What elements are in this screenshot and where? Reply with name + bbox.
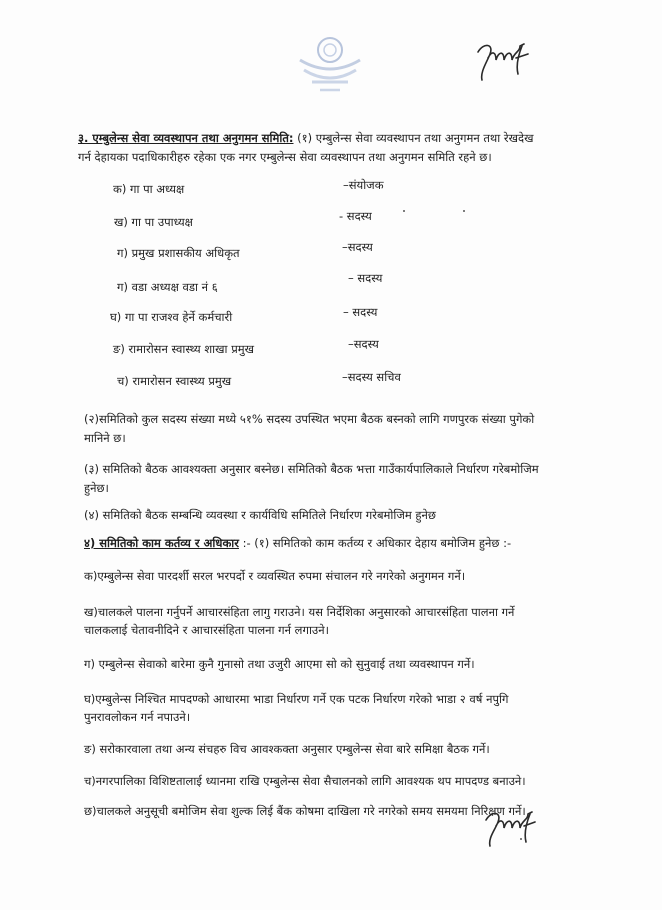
duty-item-line1: च)नगरपालिका विशिष्टतालाई ध्यानमा राखि एम्बुलेन्स सेवा सैचालनको लागि आवश्यक थप मापदण्ड बनाउने। [84,774,526,788]
paragraph-2-line2: मानिने छ। [84,431,126,445]
member-label: च) रामारोसन स्वास्थ्य प्रमुख [117,374,232,388]
member-role: –सदस्य [342,240,373,254]
signature-icon [478,808,538,848]
section-3-heading: ३. एम्बुलेन्स सेवा व्यवस्थापन तथा अनुगमन समिति: [78,131,294,145]
duty-item-line1: घ)एम्बुलेन्स निश्चित मापदण्को आधारमा भाडा निर्धारण गर्ने एक पटक निर्धारण गरेको भाडा २ वर्ष नपुगि [84,692,509,706]
section-4-intro: :- (१) समितिको काम कर्तव्य र अधिकार देहाय बमोजिम हुनेछ :- [242,536,512,550]
section-3-heading-line [78,130,534,146]
duty-item-line1: छ)चालकले अनुसूची बमोजिम सेवा शुल्क लिई बैंक कोषमा दाखिला गरे नगरेको समय समयमा निरिक्षण गर्ने। [84,804,526,818]
section-3-intro-line2: गर्न देहायका पदाधिकारीहरु रहेका एक नगर एम्बुलेन्स सेवा व्यवस्थापन तथा अनुगमन समिति रहने छ। [78,150,492,164]
paragraph-3-line2: हुनेछ। [84,481,109,495]
member-label: ख) गा पा उपाध्यक्ष [114,215,193,229]
speck [520,838,522,840]
member-role: – सदस्य [348,271,383,285]
paragraph-2-line1: (२)समितिको कुल सदस्य संख्या मध्ये ५१% सदस्य उपस्थित भएमा बैठक बस्नको लागि गणपुरक संख्या पुगेको [84,412,535,426]
section-3-intro-line1: (१) एम्बुलेन्स सेवा व्यवस्थापन तथा अनुगमन तथा रेखदेख [297,131,534,145]
member-role: - सदस्य [339,209,372,223]
member-label: ङ) रामारोसन स्वास्थ्य शाखा प्रमुख [113,342,255,356]
member-role: –सदस्य [348,337,379,351]
duty-item-line1: क)एम्बुलेन्स सेवा पारदर्शी सरल भरपर्दो र व्यवस्थित रुपमा संचालन गरे नगरेको अनुगमन गर्ने। [84,569,466,583]
official-stamp-icon [294,30,366,96]
speck [403,210,405,212]
paragraph-4: (४) समितिको बैठक सम्बन्धि व्यवस्था र कार्यविधि समितिले निर्धारण गरेबमोजिम हुनेछ [84,508,436,522]
signature-icon [470,38,532,82]
duty-item-line1: ग) एम्बुलेन्स सेवाको बारेमा कुनै गुनासो तथा उजुरी आएमा सो को सुनुवाई तथा व्यवस्थापन गर्ने। [84,657,475,671]
section-4-heading: ४) समितिको काम कर्तव्य र अधिकार [84,536,239,550]
member-role: – सदस्य [343,305,378,319]
member-label: घ) गा पा राजश्व हेर्ने कर्मचारी [110,310,233,324]
duty-item-line2: चालकलाई चेतावनीदिने र आचारसंहिता पालना गर्न लगाउने। [84,623,329,637]
member-label: क) गा पा अध्यक्ष [113,182,185,196]
duty-item-line2: पुनरावलोकन गर्न नपाउने। [84,710,191,724]
duty-item-line1: ङ) सरोकारवाला तथा अन्य संचहरु विच आवश्कक्ता अनुसार एम्बुलेन्स सेवा बारे समिक्षा बैठक गर्ने। [84,742,490,756]
speck [463,210,465,212]
duty-item-line1: ख)चालकले पालना गर्नुपर्ने आचारसंहिता लागु गराउने। यस निर्देशिका अनुसारको आचारसंहिता पालना गर्ने [84,605,515,619]
member-role: –सदस्य सचिव [342,370,401,384]
member-role: –संयोजक [343,178,384,192]
paragraph-3-line1: (३) समितिको बैठक आवश्यक्ता अनुसार बस्नेछ। समितिको बैठक भत्ता गाउँकार्यपालिकाले निर्धारण गरेबमोजिम [84,462,539,476]
section-4-heading-line [84,535,511,551]
member-label: ग) वडा अध्यक्ष वडा नं ६ [117,280,218,294]
member-label: ग) प्रमुख प्रशासकीय अधिकृत [117,246,240,260]
